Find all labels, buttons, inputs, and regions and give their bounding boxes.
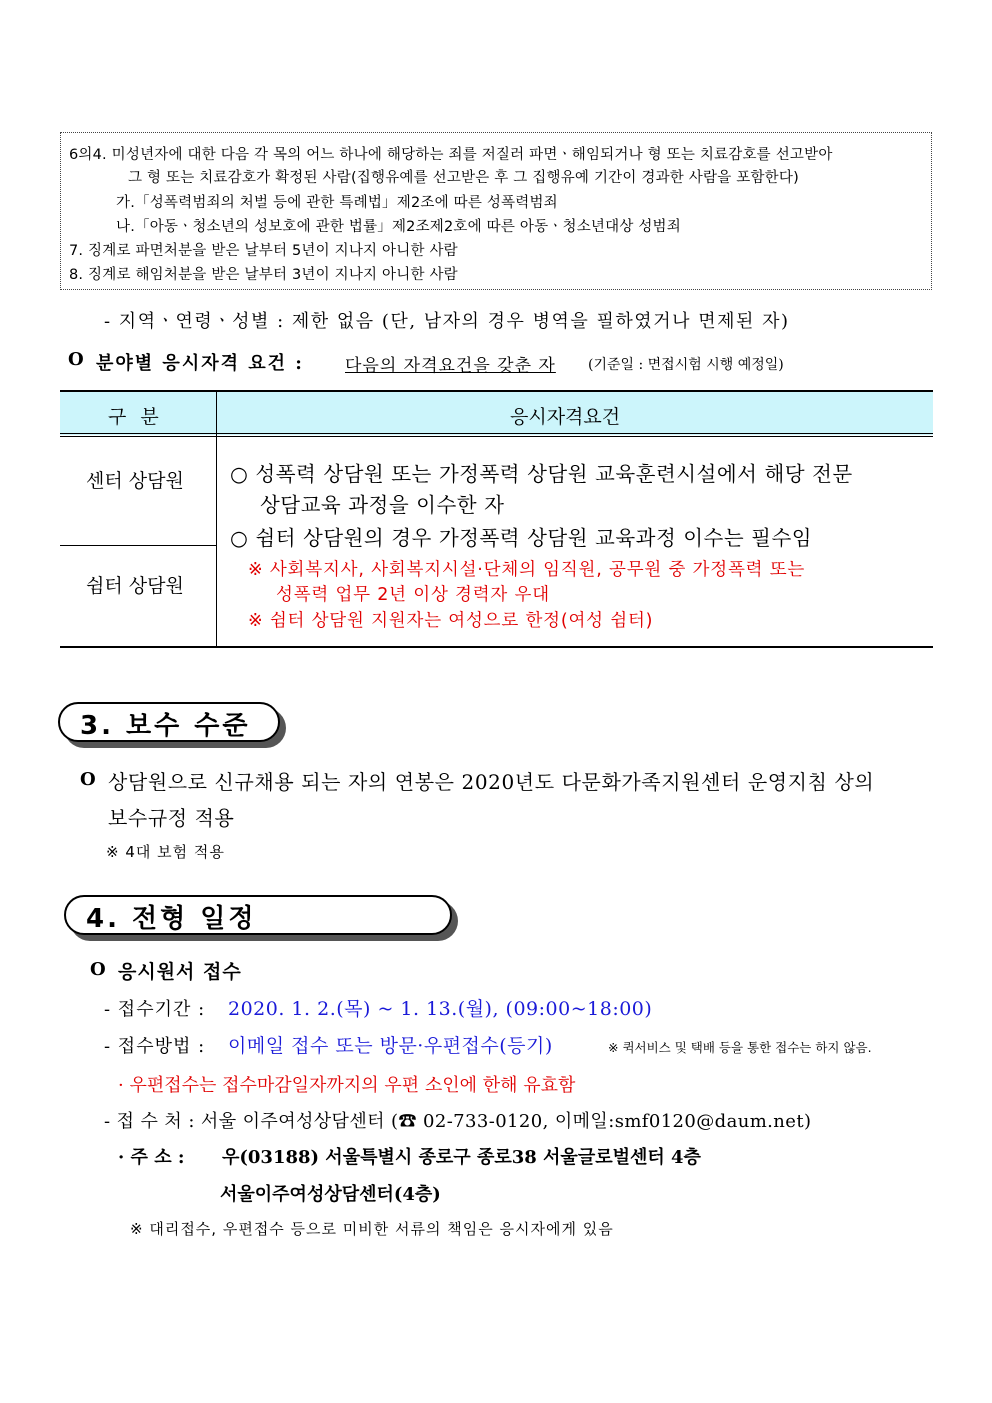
table-row1-label: 센터 상담원 [86,470,184,492]
disq-line-8: 8. 징계로 해임처분을 받은 날부터 3년이 지나지 아니한 사람 [69,267,458,283]
req-1-line-2: 상담교육 과정을 이수한 자 [260,493,505,517]
req-note-2: ※ 쉼터 상담원 지원자는 여성으로 한정(여성 쉼터) [248,611,654,631]
table-col1-header: 구 분 [108,406,163,428]
field-req-underlined: 다음의 자격요건을 갖춘 자 [345,356,556,376]
period-value: 2020. 1. 2.(목) ~ 1. 13.(월), (09:00~18:00) [228,998,653,1020]
postal-note: · 우편접수는 접수마감일자까지의 우편 소인에 한해 유효함 [118,1075,576,1096]
method-note: ※ 퀵서비스 및 택배 등을 통한 접수는 하지 않음. [608,1040,872,1055]
section3-line-1: 상담원으로 신규채용 되는 자의 연봉은 2020년도 다문화가족지원센터 운영지침 상의 [108,770,875,794]
section3-line-2: 보수규정 적용 [108,806,235,830]
field-req-bullet: O [68,349,84,370]
disq-line-7: 7. 징계로 파면처분을 받은 날부터 5년이 지나지 아니한 사람 [69,243,458,259]
table-row-divider [60,545,216,546]
table-bottom-border [60,646,933,648]
table-header-rule-2 [60,436,933,437]
office-line: - 접 수 처 : 서울 이주여성상담센터 (☎ 02-733-0120, 이메일:smf0120@daum.net) [104,1111,812,1132]
req-1-line-1: ○ 성폭력 상담원 또는 가정폭력 상담원 교육훈련시설에서 해당 전문 [230,462,853,486]
general-condition: - 지역ㆍ연령ㆍ성별 : 제한 없음 (단, 남자의 경우 병역을 필하였거나 면제된 자) [104,311,790,332]
table-header-rule-1 [60,433,933,434]
table-header-bg [60,390,933,435]
disq-line-1: 6의4. 미성년자에 대한 다음 각 목의 어느 하나에 해당하는 죄를 저질러 파면ㆍ해임되거나 형 또는 치료감호를 선고받아 [69,147,833,163]
disq-item-b: 나.「아동ㆍ청소년의 성보호에 관한 법률」제2조제2호에 따른 아동ㆍ청소년대상 성범죄 [116,219,681,235]
address-line-1: 우(03188) 서울특별시 종로구 종로38 서울글로벌센터 4층 [222,1147,701,1168]
final-note: ※ 대리접수, 우편접수 등으로 미비한 서류의 책임은 응시자에게 있음 [130,1220,614,1238]
section3-bullet: O [80,769,96,790]
table-top-border [60,390,933,392]
req-note-1-line-2: 성폭력 업무 2년 이상 경력자 우대 [276,585,550,605]
method-value: 이메일 접수 또는 방문·우편접수(등기) [228,1035,553,1057]
period-label: - 접수기간 : [104,999,206,1020]
section4-subheading: 응시원서 접수 [118,961,242,983]
field-req-heading: 분야별 응시자격 요건 : [96,353,304,374]
table-col2-header: 응시자격요건 [510,406,621,428]
section3-note: ※ 4대 보험 적용 [106,843,225,861]
section4-title: 4. 전형 일정 [86,904,257,934]
disq-item-a: 가.「성폭력범죄의 처벌 등에 관한 특례법」제2조에 따른 성폭력범죄 [116,195,558,211]
disq-line-2: 그 형 또는 치료감호가 확정된 사람(집행유예를 선고받은 후 그 집행유예 기간이 경과한 사람을 포함한다) [128,170,799,186]
req-note-1-line-1: ※ 사회복지사, 사회복지시설·단체의 임직원, 공무원 중 가정폭력 또는 [248,560,806,580]
section4-bullet: O [90,959,106,980]
address-line-2: 서울이주여성상담센터(4층) [220,1184,441,1205]
req-2: ○ 쉼터 상담원의 경우 가정폭력 상담원 교육과정 이수는 필수임 [230,526,813,550]
field-req-note: (기준일 : 면접시험 시행 예정일) [588,357,784,373]
method-label: - 접수방법 : [104,1036,206,1057]
section3-title: 3. 보수 수준 [80,711,251,741]
table-row2-label: 쉼터 상담원 [86,575,184,597]
table-col-divider [216,390,217,648]
address-label: · 주 소 : [118,1147,185,1168]
